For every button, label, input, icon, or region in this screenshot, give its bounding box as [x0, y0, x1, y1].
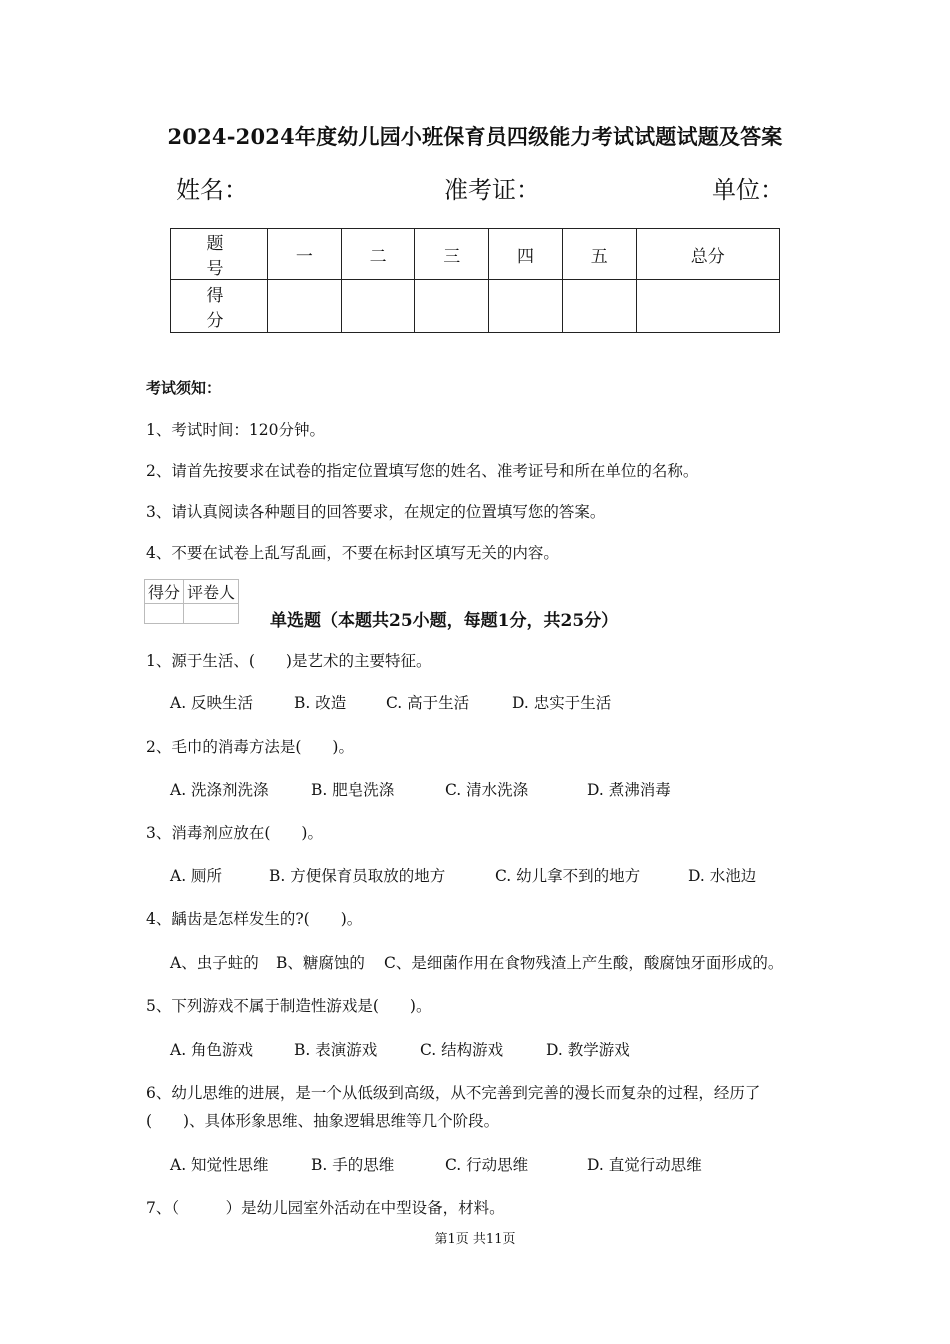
- score-row-label: 得 分: [171, 280, 268, 333]
- score-header-cell: 四: [489, 229, 563, 280]
- option: D. 直觉行动思维: [587, 1156, 702, 1174]
- option: A、虫子蛀的: [170, 954, 259, 972]
- notice-heading: 考试须知：: [146, 379, 222, 397]
- question-7: 7、（ ）是幼儿园室外活动在中型设备，材料。: [146, 1199, 505, 1217]
- grader-score-label: 得分: [145, 580, 184, 604]
- option: B. 改造: [294, 694, 347, 712]
- option: C. 高于生活: [386, 694, 470, 712]
- name-label: 姓名：: [176, 176, 248, 204]
- question-5: 5、下列游戏不属于制造性游戏是( )。: [146, 997, 432, 1015]
- option: B. 手的思维: [311, 1156, 395, 1174]
- option: B. 方便保育员取放的地方: [269, 867, 446, 885]
- notice-item: 3、请认真阅读各种题目的回答要求，在规定的位置填写您的答案。: [146, 503, 606, 521]
- score-cell[interactable]: [341, 280, 415, 333]
- option: A. 洗涤剂洗涤: [170, 781, 269, 799]
- option: B、糖腐蚀的: [276, 954, 365, 972]
- exam-id-label: 准考证：: [444, 176, 540, 204]
- question-4: 4、龋齿是怎样发生的?( )。: [146, 910, 363, 928]
- option: A. 角色游戏: [170, 1041, 254, 1059]
- option: A. 反映生活: [170, 694, 254, 712]
- option: C、是细菌作用在食物残渣上产生酸，酸腐蚀牙面形成的。: [384, 954, 784, 972]
- question-3: 3、消毒剂应放在( )。: [146, 824, 323, 842]
- score-table-header-row: [171, 229, 780, 280]
- document-title: 2024-2024年度幼儿园小班保育员四级能力考试试题试题及答案: [167, 124, 783, 149]
- question-6-cont: ( )、具体形象思维、抽象逻辑思维等几个阶段。: [146, 1112, 500, 1130]
- option: C. 行动思维: [445, 1156, 529, 1174]
- grader-name-cell[interactable]: [184, 604, 239, 624]
- score-cell[interactable]: [268, 280, 342, 333]
- grader-box: [144, 579, 239, 624]
- score-header-cell: 总分: [636, 229, 779, 280]
- score-header-cell: 三: [415, 229, 489, 280]
- grader-score-cell[interactable]: [145, 604, 184, 624]
- score-header-cell: 二: [341, 229, 415, 280]
- option: D. 忠实于生活: [512, 694, 612, 712]
- grader-name-label: 评卷人: [184, 580, 239, 604]
- score-cell[interactable]: [636, 280, 779, 333]
- option: B. 肥皂洗涤: [311, 781, 395, 799]
- score-cell[interactable]: [415, 280, 489, 333]
- option: A. 厕所: [170, 867, 223, 885]
- option: C. 清水洗涤: [445, 781, 529, 799]
- option: A. 知觉性思维: [170, 1156, 269, 1174]
- notice-item: 4、不要在试卷上乱写乱画，不要在标封区填写无关的内容。: [146, 544, 559, 562]
- option: D. 煮沸消毒: [587, 781, 671, 799]
- score-header-cell: 一: [268, 229, 342, 280]
- question-6: 6、幼儿思维的进展，是一个从低级到高级，从不完善到完善的漫长而复杂的过程，经历了: [146, 1084, 761, 1102]
- score-header-cell: 题 号: [171, 229, 268, 280]
- question-2: 2、毛巾的消毒方法是( )。: [146, 738, 354, 756]
- unit-label: 单位：: [712, 176, 784, 204]
- score-cell[interactable]: [562, 280, 636, 333]
- page-footer: 第1页 共11页: [434, 1232, 516, 1247]
- option: D. 教学游戏: [546, 1041, 630, 1059]
- notice-item: 1、考试时间：120分钟。: [146, 421, 325, 439]
- score-header-cell: 五: [562, 229, 636, 280]
- question-1: 1、源于生活、( )是艺术的主要特征。: [146, 652, 432, 670]
- score-table: [170, 228, 780, 333]
- notice-item: 2、请首先按要求在试卷的指定位置填写您的姓名、准考证号和所在单位的名称。: [146, 462, 699, 480]
- option: C. 幼儿拿不到的地方: [495, 867, 641, 885]
- option: D. 水池边: [688, 867, 757, 885]
- option: C. 结构游戏: [420, 1041, 504, 1059]
- score-cell[interactable]: [489, 280, 563, 333]
- section-title: 单选题（本题共25小题，每题1分，共25分）: [270, 611, 619, 631]
- score-table-score-row: [171, 280, 780, 333]
- option: B. 表演游戏: [294, 1041, 378, 1059]
